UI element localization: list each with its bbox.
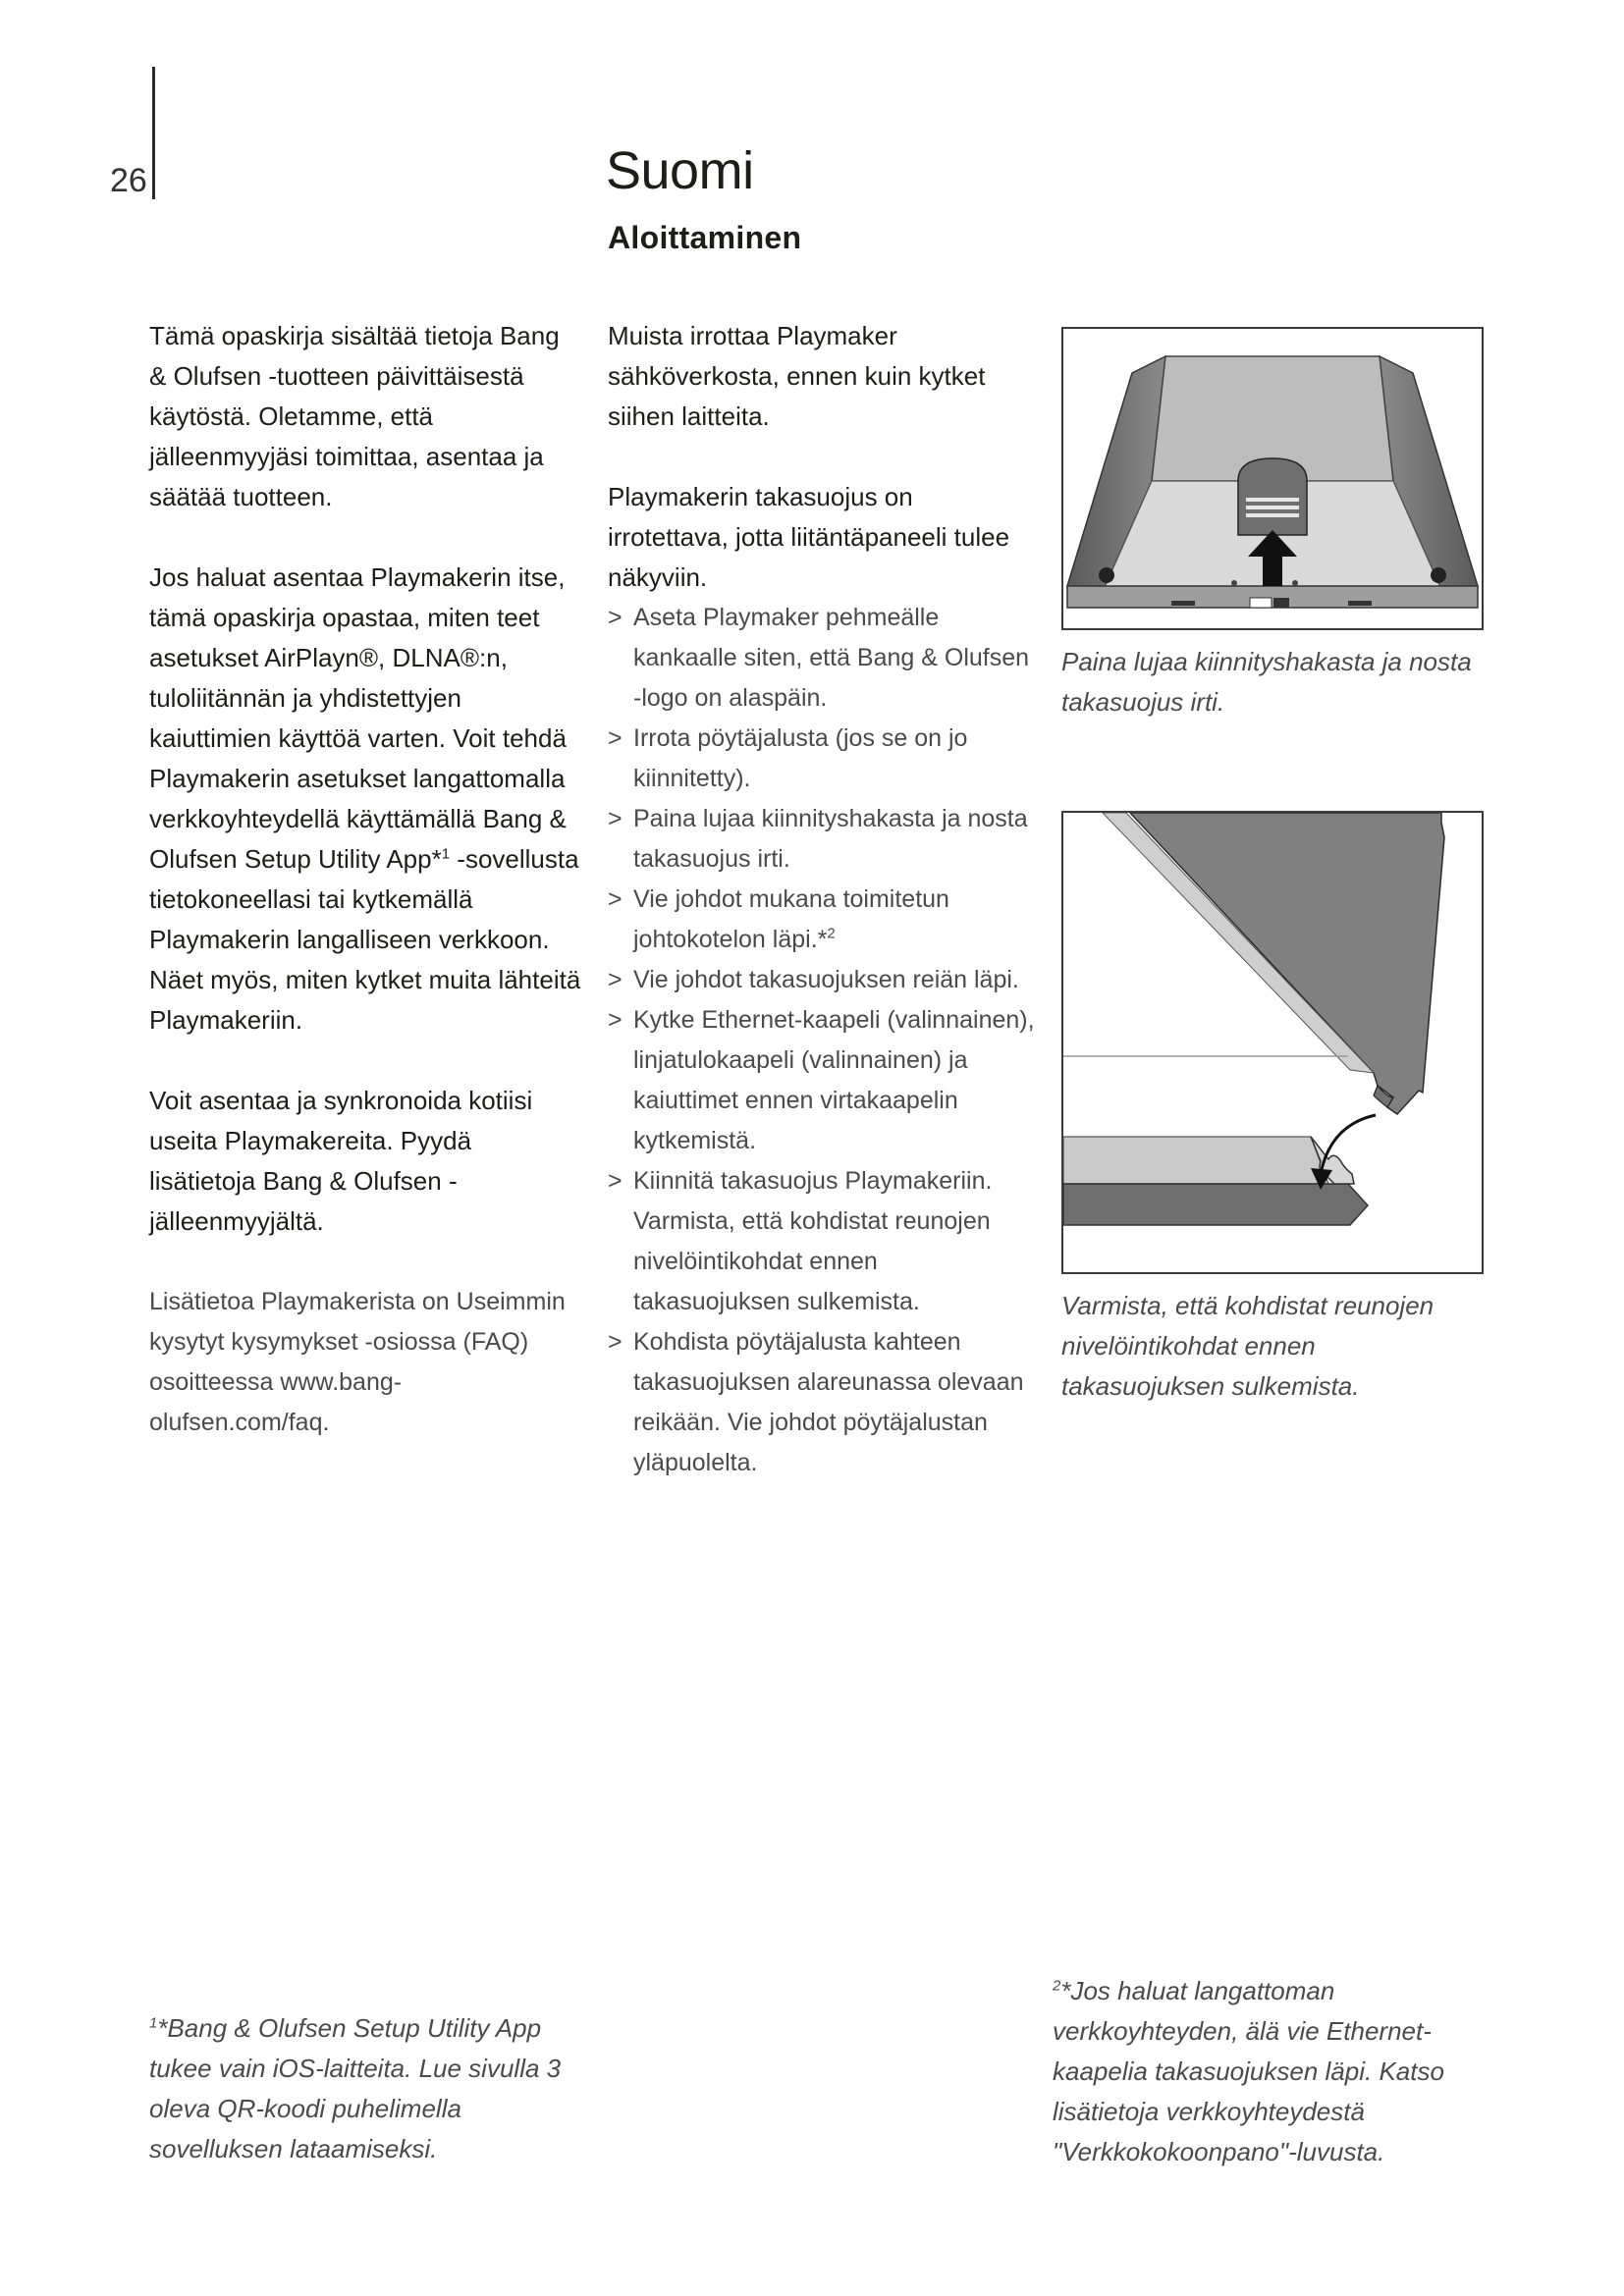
step-text: Irrota pöytäjalusta (jos se on jo kiinnitetty).: [633, 724, 968, 792]
footnote-1-text: *Bang & Olufsen Setup Utility App tukee vain iOS-laitteita. Lue sivulla 3 oleva QR-koodi puhelimella sovelluksen lataamiseksi.: [149, 2013, 562, 2163]
setup-text-after: -sovellusta tietokoneellasi tai kytkemällä Playmakerin langalliseen verkkoon. Näet myös, miten kytket muita lähteitä Playmakeriin.: [149, 844, 581, 1035]
step-text: Kiinnitä takasuojus Playmakeriin. Varmista, että kohdistat reunojen nivelöintikohdat ennen takasuojuksen sulkemista.: [633, 1167, 993, 1315]
step-text: Vie johdot mukana toimitetun johtokotelon läpi.*: [633, 885, 949, 953]
hinge-alignment-illustration: [1063, 813, 1482, 1272]
faq-paragraph: Lisätietoa Playmakerista on Useimmin kysytyt kysymykset -osiossa (FAQ) osoitteessa www.bang-olufsen.com/faq.: [149, 1288, 566, 1436]
footnote-1-marker: 1: [149, 2014, 158, 2032]
step-bullet: >: [608, 966, 623, 993]
intro-column: [149, 316, 581, 1483]
step-item: [608, 1161, 1040, 1322]
footnote-1: [149, 2008, 591, 2169]
step-bullet: >: [608, 1006, 623, 1034]
figure2-caption: Varmista, että kohdistat reunojen nivelöintikohdat ennen takasuojuksen sulkemista.: [1061, 1291, 1435, 1401]
step-item: [608, 799, 1040, 880]
footnote-ref-1: 1: [441, 845, 451, 863]
step-item: [608, 598, 1040, 719]
setup-paragraph: [149, 558, 581, 1041]
step-bullet: >: [608, 604, 623, 631]
cover-paragraph: Playmakerin takasuojus on irrotettava, jotta liitäntäpaneeli tulee näkyviin.: [608, 482, 1010, 592]
step-text: Aseta Playmaker pehmeälle kankaalle siten, että Bang & Olufsen -logo on alaspäin.: [633, 604, 1030, 712]
figure-hinge-alignment: [1061, 811, 1484, 1274]
step-item: [608, 719, 1040, 799]
figure-cover-removal: [1061, 327, 1484, 630]
footnote-2: [1053, 1971, 1504, 2172]
section-title: Aloittaminen: [608, 220, 802, 255]
setup-text-before: Jos haluat asentaa Playmakerin itse, tämä opaskirja opastaa, miten teet asetukset AirPlayn®, DLNA®:n, tuloliitännän ja yhdistettyjen kaiuttimien käyttöä varten. Voit tehdä Playmakerin asetukset langattomalla verkkoyhteydellä käyttämällä Bang & Olufsen Setup Utility App*: [149, 562, 567, 874]
unplug-paragraph: Muista irrottaa Playmaker sähköverkosta, ennen kuin kytket siihen laitteita.: [608, 321, 986, 431]
step-text: Kytke Ethernet-kaapeli (valinnainen), linjatulokaapeli (valinnainen) ja kaiuttimet ennen virtakaapelin kytkemistä.: [633, 1006, 1035, 1154]
intro-paragraph: Tämä opaskirja sisältää tietoja Bang & Olufsen -tuotteen päivittäisestä käytöstä. Oletamme, että jälleenmyyjäsi toimittaa, asentaa ja säätää tuotteen.: [149, 321, 560, 511]
margin-rule: [152, 67, 155, 199]
step-bullet: >: [608, 805, 623, 832]
step-text: Kohdista pöytäjalusta kahteen takasuojuksen alareunassa olevaan reikään. Vie johdot pöytäjalustan yläpuolelta.: [633, 1328, 1024, 1476]
footnote-ref-2: 2: [827, 925, 836, 942]
step-item: [608, 1322, 1040, 1483]
step-text: Vie johdot takasuojuksen reiän läpi.: [633, 966, 1019, 993]
step-bullet: >: [608, 1167, 623, 1195]
step-text: Paina lujaa kiinnityshakasta ja nosta takasuojus irti.: [633, 805, 1028, 873]
figure1-caption: Paina lujaa kiinnityshakasta ja nosta takasuojus irti.: [1061, 647, 1472, 717]
step-item: [608, 1000, 1040, 1161]
step-bullet: >: [608, 1328, 623, 1356]
cover-removal-illustration: [1063, 329, 1482, 628]
step-item: [608, 880, 1040, 960]
sync-paragraph: Voit asentaa ja synkronoida kotiisi useita Playmakereita. Pyydä lisätietoja Bang & Olufsen -jälleenmyyjältä.: [149, 1086, 533, 1236]
step-bullet: >: [608, 885, 623, 913]
step-item: [608, 960, 1040, 1000]
step-bullet: >: [608, 724, 623, 752]
footnote-2-marker: 2: [1053, 1977, 1061, 1995]
steps-list: [608, 598, 1040, 1483]
instructions-column: [608, 316, 1040, 1483]
language-title: Suomi: [606, 141, 754, 200]
page-number: 26: [110, 162, 147, 199]
footnote-2-text: *Jos haluat langattoman verkkoyhteyden, älä vie Ethernet-kaapelia takasuojuksen läpi. Katso lisätietoja verkkoyhteydestä "Verkkokokoonpano"-luvusta.: [1053, 1976, 1444, 2166]
